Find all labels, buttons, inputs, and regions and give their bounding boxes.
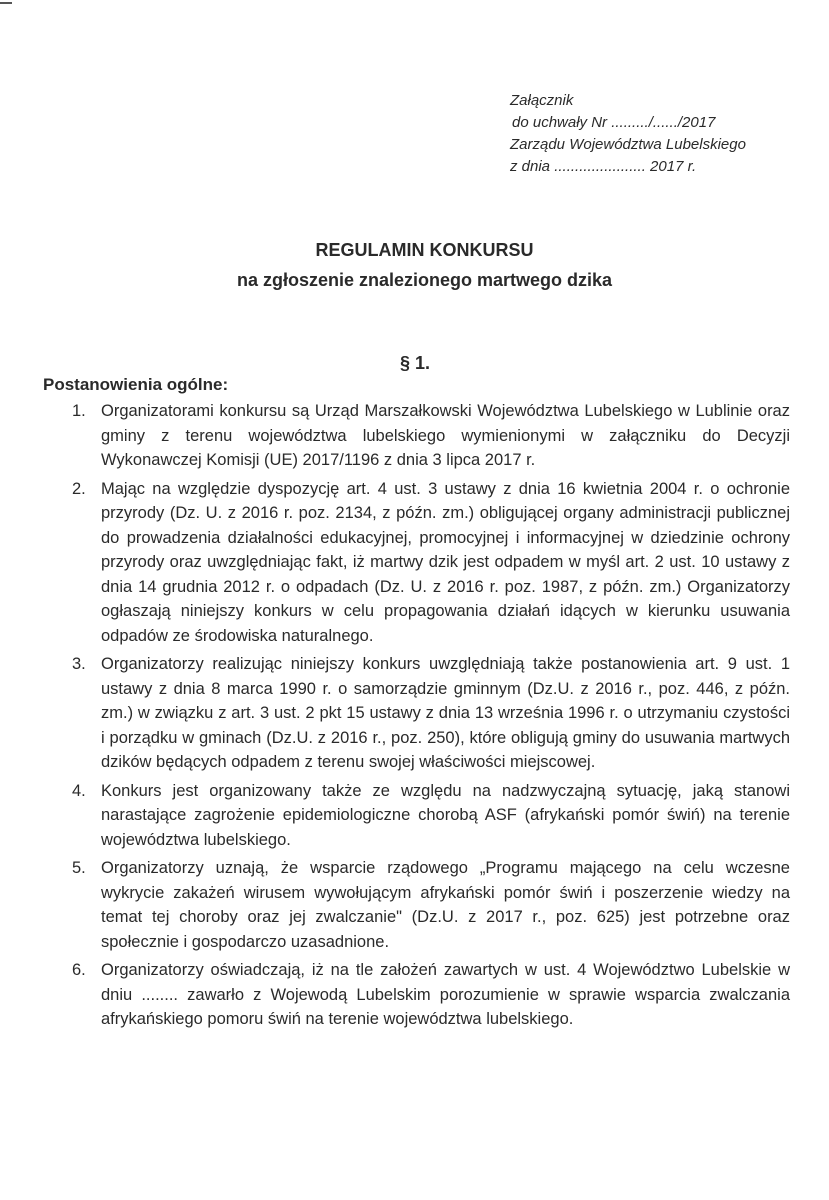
item-text: Organizatorzy oświadczają, iż na tle założeń zawartych w ust. 4 Województwo Lubelskie w dniu ........ zawarło z Wojewodą Lubelskim porozumienie w sprawie wsparcia zwalczania afrykańskiego pomoru świń na terenie województwa lubelskiego. <box>101 961 790 1028</box>
document-title <box>0 235 829 295</box>
item-number: 6. <box>72 961 86 979</box>
list-item <box>72 958 790 1032</box>
annex-date: z dnia ...................... 2017 r. <box>510 158 697 175</box>
item-text: Organizatorami konkursu są Urząd Marszałkowski Województwa Lubelskiego w Lublinie oraz gminy z terenu województwa lubelskiego wymienionymi w załączniku do Decyzji Wykonawczej Komisji (UE) 2017/1196 z dnia 3 lipca 2017 r. <box>101 402 790 469</box>
item-number: 4. <box>72 781 86 800</box>
title-main: REGULAMIN KONKURSU <box>315 240 534 260</box>
item-number: 5. <box>72 859 86 877</box>
item-number: 2. <box>72 479 86 498</box>
annex-header <box>510 90 746 178</box>
item-text: Mając na względzie dyspozycję art. 4 ust. 3 ustawy z dnia 16 kwietnia 2004 r. o ochronie przyrody (Dz. U. z 2016 r. poz. 2134, z późn. zm.) obligującej organy administracji publicznej do prowadzenia działalności edukacyjnej, promocyjnej i informacyjnej w dziedzinie ochrony przyrody oraz uwzględniając fakt, iż martwy dzik jest odpadem w myśl art. 2 ust. 10 ustawy z dnia 14 grudnia 2012 r. o odpadach (Dz. U. z 2016 r. poz. 1987, z późn. zm.) Organizatorzy ogłaszają niniejszy konkurs w celu propagowania działań idących w kierunku usuwania odpadów ze środowiska naturalnego. <box>101 479 790 645</box>
item-text: Organizatorzy uznają, że wsparcie rządowego „Programu mającego na celu wczesne wykrycie zakażeń wirusem wywołującym afrykański pomór świń i poszerzenie wiedzy na temat tej choroby oraz jej zwalczanie" (Dz.U. z 2017 r., poz. 625) jest potrzebne oraz społecznie i gospodarczo uzasadnione. <box>101 859 790 951</box>
item-number: 1. <box>72 402 86 420</box>
title-subtitle: na zgłoszenie znalezionego martwego dzika <box>236 270 613 290</box>
list-item <box>72 779 790 853</box>
annex-issuer: Zarządu Województwa Lubelskiego <box>510 136 746 153</box>
item-text: Konkurs jest organizowany także ze względu na nadzwyczajną sytuację, jaką stanowi narastające zagrożenie epidemiologiczne chorobą ASF (afrykański pomór świń) na terenie województwa lubelskiego. <box>101 781 790 849</box>
item-number: 3. <box>72 655 86 673</box>
item-text: Organizatorzy realizując niniejszy konkurs uwzględniają także postanowienia art. 9 ust. 1 ustawy z dnia 8 marca 1990 r. o samorządzie gminnym (Dz.U. z 2016 r., poz. 446, z późn. zm.) w związku z art. 3 ust. 2 pkt 15 ustawy z dnia 13 września 1996 r. o utrzymaniu czystości i porządku w gminach (Dz.U. z 2016 r., poz. 250), które obligują gminy do usuwania martwych dzików będących odpadem z terenu swojej właściwości miejscowej. <box>101 655 790 771</box>
list-item <box>72 399 790 473</box>
scan-edge-mark <box>0 2 12 4</box>
list-item <box>72 652 790 775</box>
provisions-list <box>72 399 790 1036</box>
annex-resolution-number: do uchwały Nr ........./....../2017 <box>512 114 716 131</box>
section-number: § 1. <box>400 353 431 373</box>
list-item <box>72 856 790 954</box>
list-item <box>72 477 790 649</box>
annex-label: Załącznik <box>510 92 574 109</box>
section-heading: Postanowienia ogólne: <box>43 375 229 394</box>
